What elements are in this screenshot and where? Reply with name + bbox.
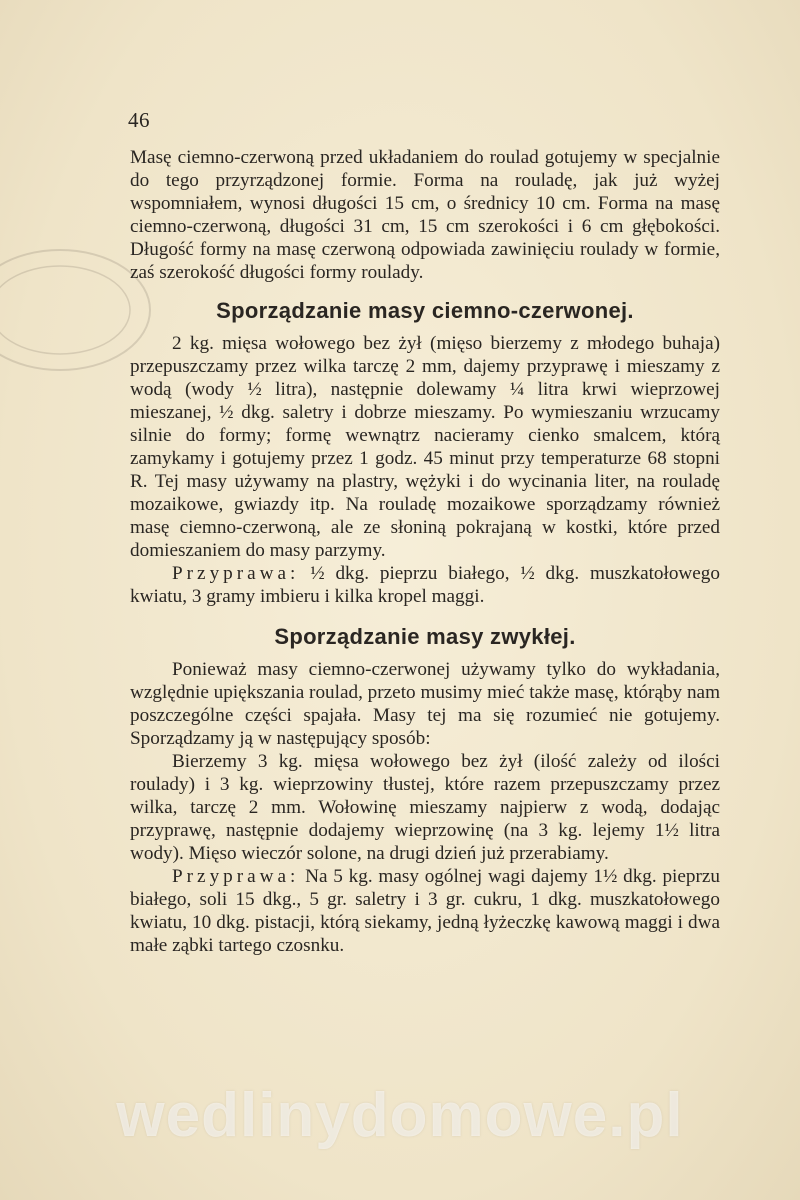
watermark: wedlinydomowe.pl [116,1081,684,1150]
intro-paragraph: Masę ciemno-czerwoną przed układaniem do roulad gotujemy w specjalnie do tego przyrządzonej formie. Forma na rouladę, jak już wyżej wspomniałem, wynosi długości 15 cm, o średnicy 10 cm. Forma na masę ciemno-czerwoną, długości 31 cm, 15 cm szerokości i 6 cm głębokości. Długość formy na masę czerwoną odpowiada zawinięciu roulady w formie, zaś szerokość długości formy roulady. [130,147,720,283]
regular-mass-paragraph-1: Ponieważ masy ciemno-czerwonej używamy tylko do wykładania, względnie upiększania roulad, przeto musimy mieć także masę, którąby nam poszczególne części spajała. Masy tej ma się rozumieć nie gotujemy. Sporządzamy ją w następujący sposób: [130,659,720,749]
spice-text: Na 5 kg. masy ogólnej wagi dajemy 1½ dkg. pieprzu białego, soli 15 dkg., 5 gr. saletry i 3 gr. cukru, 1 dkg. muszkatołowego kwiatu, 10 dkg. pistacji, którą siekamy, jedną łyżeczkę kawową maggi i dwa małe ząbki tartego czosnku. [130,866,720,956]
dark-mass-spices [130,562,720,608]
spice-text: ½ dkg. pieprzu białego, ½ dkg. muszkatołowego kwiatu, 3 gramy imbieru i kilka kropel maggi. [130,563,720,607]
regular-mass-spices [130,865,720,957]
section-heading-regular-mass: Sporządzanie masy zwykłej. [274,624,576,649]
regular-mass-paragraph-2: Bierzemy 3 kg. mięsa wołowego bez żył (ilość zależy od ilości roulady) i 3 kg. wieprzowiny tłustej, które razem przepuszczamy przez wilka, tarczę 2 mm. Wołowinę mieszamy najpierw z wodą, dodając przyprawę, następnie dodajemy wieprzowinę (na 3 kg. lejemy 1½ litra wody). Mięso wieczór solone, na drugi dzień już przerabiamy. [130,751,720,864]
page-number: 46 [128,108,150,132]
dark-mass-paragraph: 2 kg. mięsa wołowego bez żył (mięso bierzemy z młodego buhaja) przepuszczamy przez wilka tarczę 2 mm, dajemy przyprawę i mieszamy z wodą (wody ½ litra), następnie dolewamy ¼ litra krwi wieprzowej mieszanej, ½ dkg. saletry i dobrze mieszamy. Po wymieszaniu wrzucamy silnie do formy; formę wewnątrz nacieramy cienko smalcem, którą zamykamy i gotujemy przez 1 godz. 45 minut przy temperaturze 68 stopni R. Tej masy używamy na plastry, wężyki i do wycinania liter, na rouladę mozaikowe, gwiazdy itp. Na rouladę mozaikowe sporządzamy również masę ciemno-czerwoną, ale ze słoniną pokrajaną w kostki, które przed domieszaniem do masy parzymy. [130,333,720,561]
page-text [130,146,720,957]
spice-label: Przyprawa: [172,866,300,887]
section-heading-dark-mass: Sporządzanie masy ciemno-czerwonej. [216,298,634,323]
spice-label: Przyprawa: [172,563,300,584]
